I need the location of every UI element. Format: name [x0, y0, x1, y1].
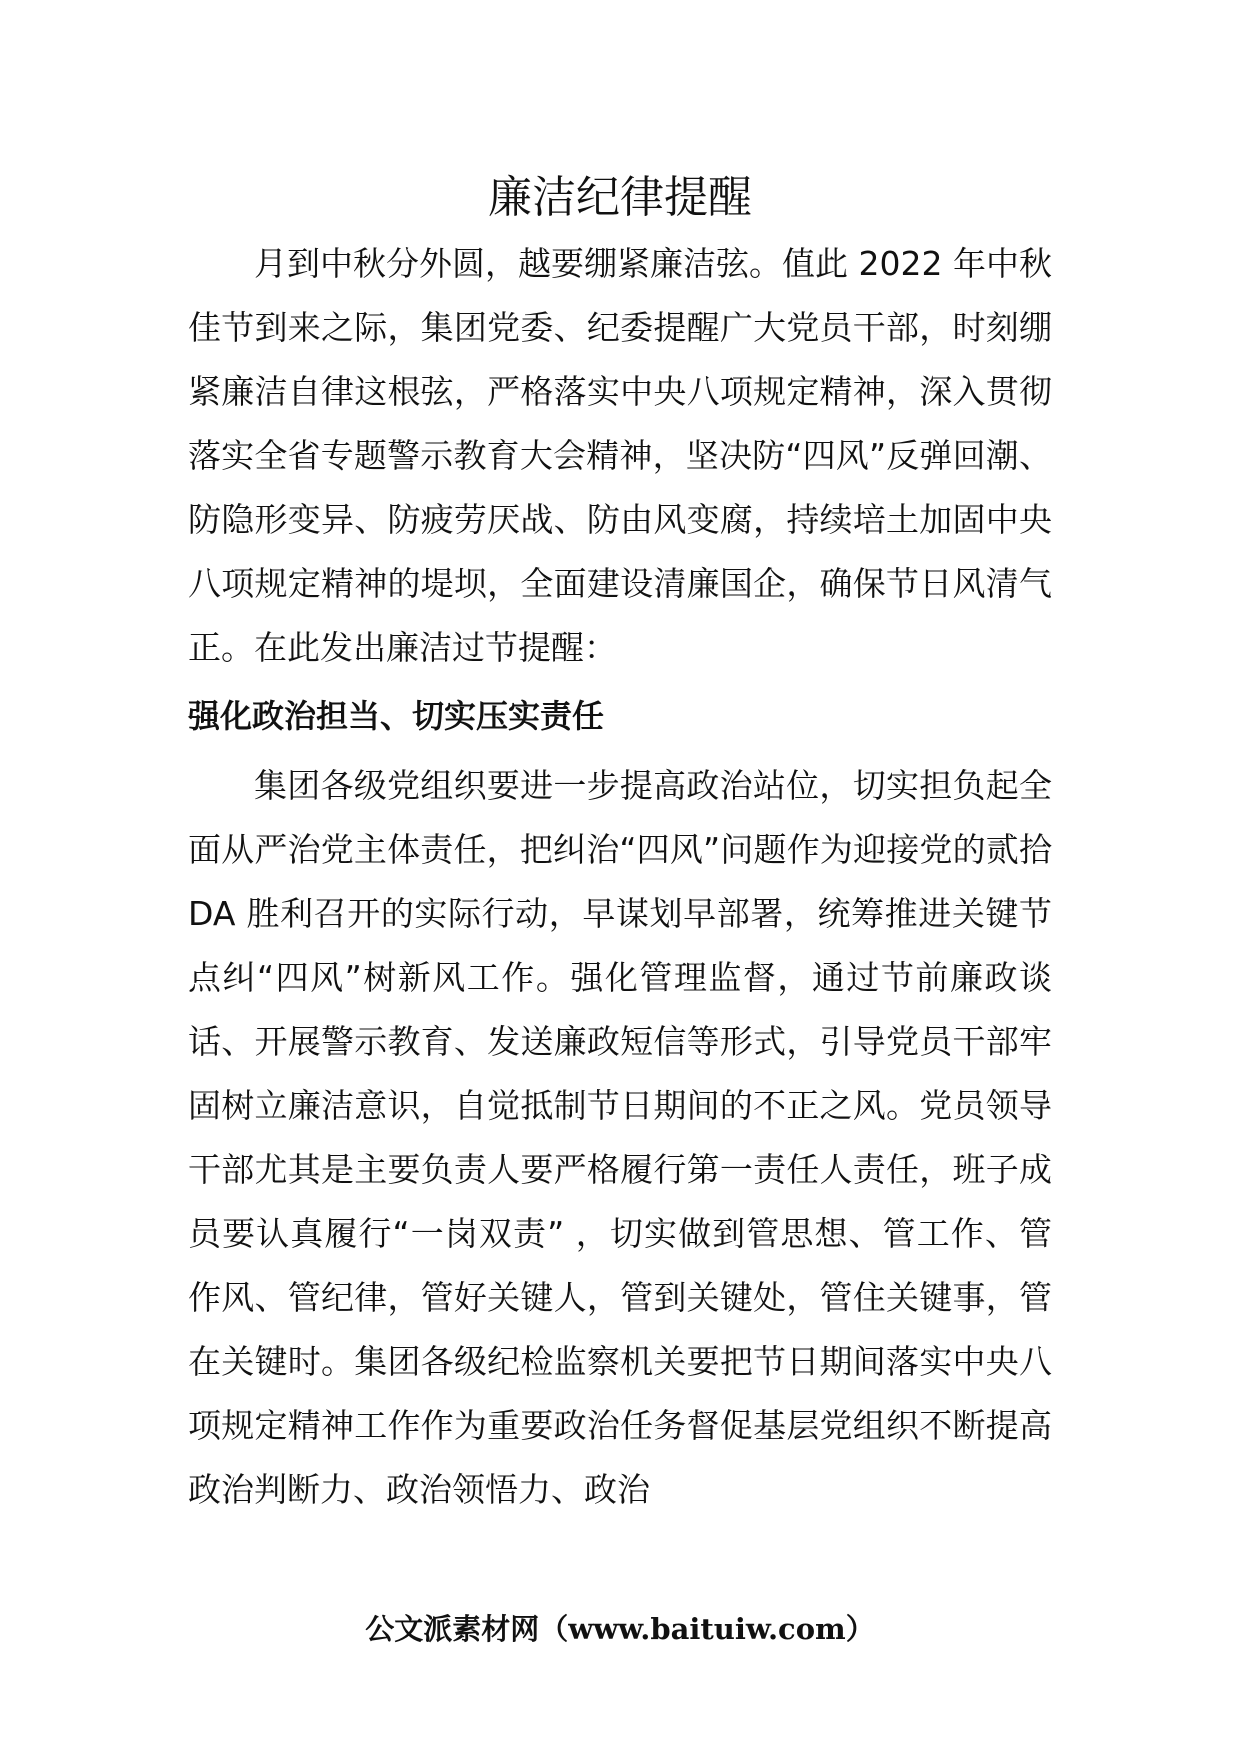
- section-paragraph: 集团各级党组织要进一步提高政治站位，切实担负起全面从严治党主体责任，把纠治“四风”问题作为迎接党的贰拾 DA 胜利召开的实际行动，早谋划早部署，统筹推进关键节点纠“四风”树新风工作。强化管理监督，通过节前廉政谈话、开展警示教育、发送廉政短信等形式，引导党员干部牢固树立廉洁意识，自觉抵制节日期间的不正之风。党员领导干部尤其是主要负责人要严格履行第一责任人责任，班子成员要认真履行“一岗双责” ，切实做到管思想、管工作、管作风、管纪律，管好关键人，管到关键处，管住关键事，管在关键时。集团各级纪检监察机关要把节日期间落实中央八项规定精神工作作为重要政治任务督促基层党组织不断提高政治判断力、政治领悟力、政治: [188, 766, 1052, 1509]
- section-heading: 强化政治担当、切实压实责任: [188, 697, 605, 735]
- intro-paragraph: 月到中秋分外圆，越要绷紧廉洁弦。值此 2022 年中秋佳节到来之际，集团党委、纪委提醒广大党员干部，时刻绷紧廉洁自律这根弦，严格落实中央八项规定精神，深入贯彻落实全省专题警示教育大会精神，坚决防“四风”反弹回潮、防隐形变异、防疲劳厌战、防由风变腐，持续培土加固中央八项规定精神的堤坝，全面建设清廉国企，确保节日风清气正。在此发出廉洁过节提醒：: [188, 244, 1052, 667]
- document-title: 廉洁纪律提醒: [488, 172, 752, 223]
- footer-watermark: 公文派素材网（www.baituiw.com）: [365, 1612, 875, 1646]
